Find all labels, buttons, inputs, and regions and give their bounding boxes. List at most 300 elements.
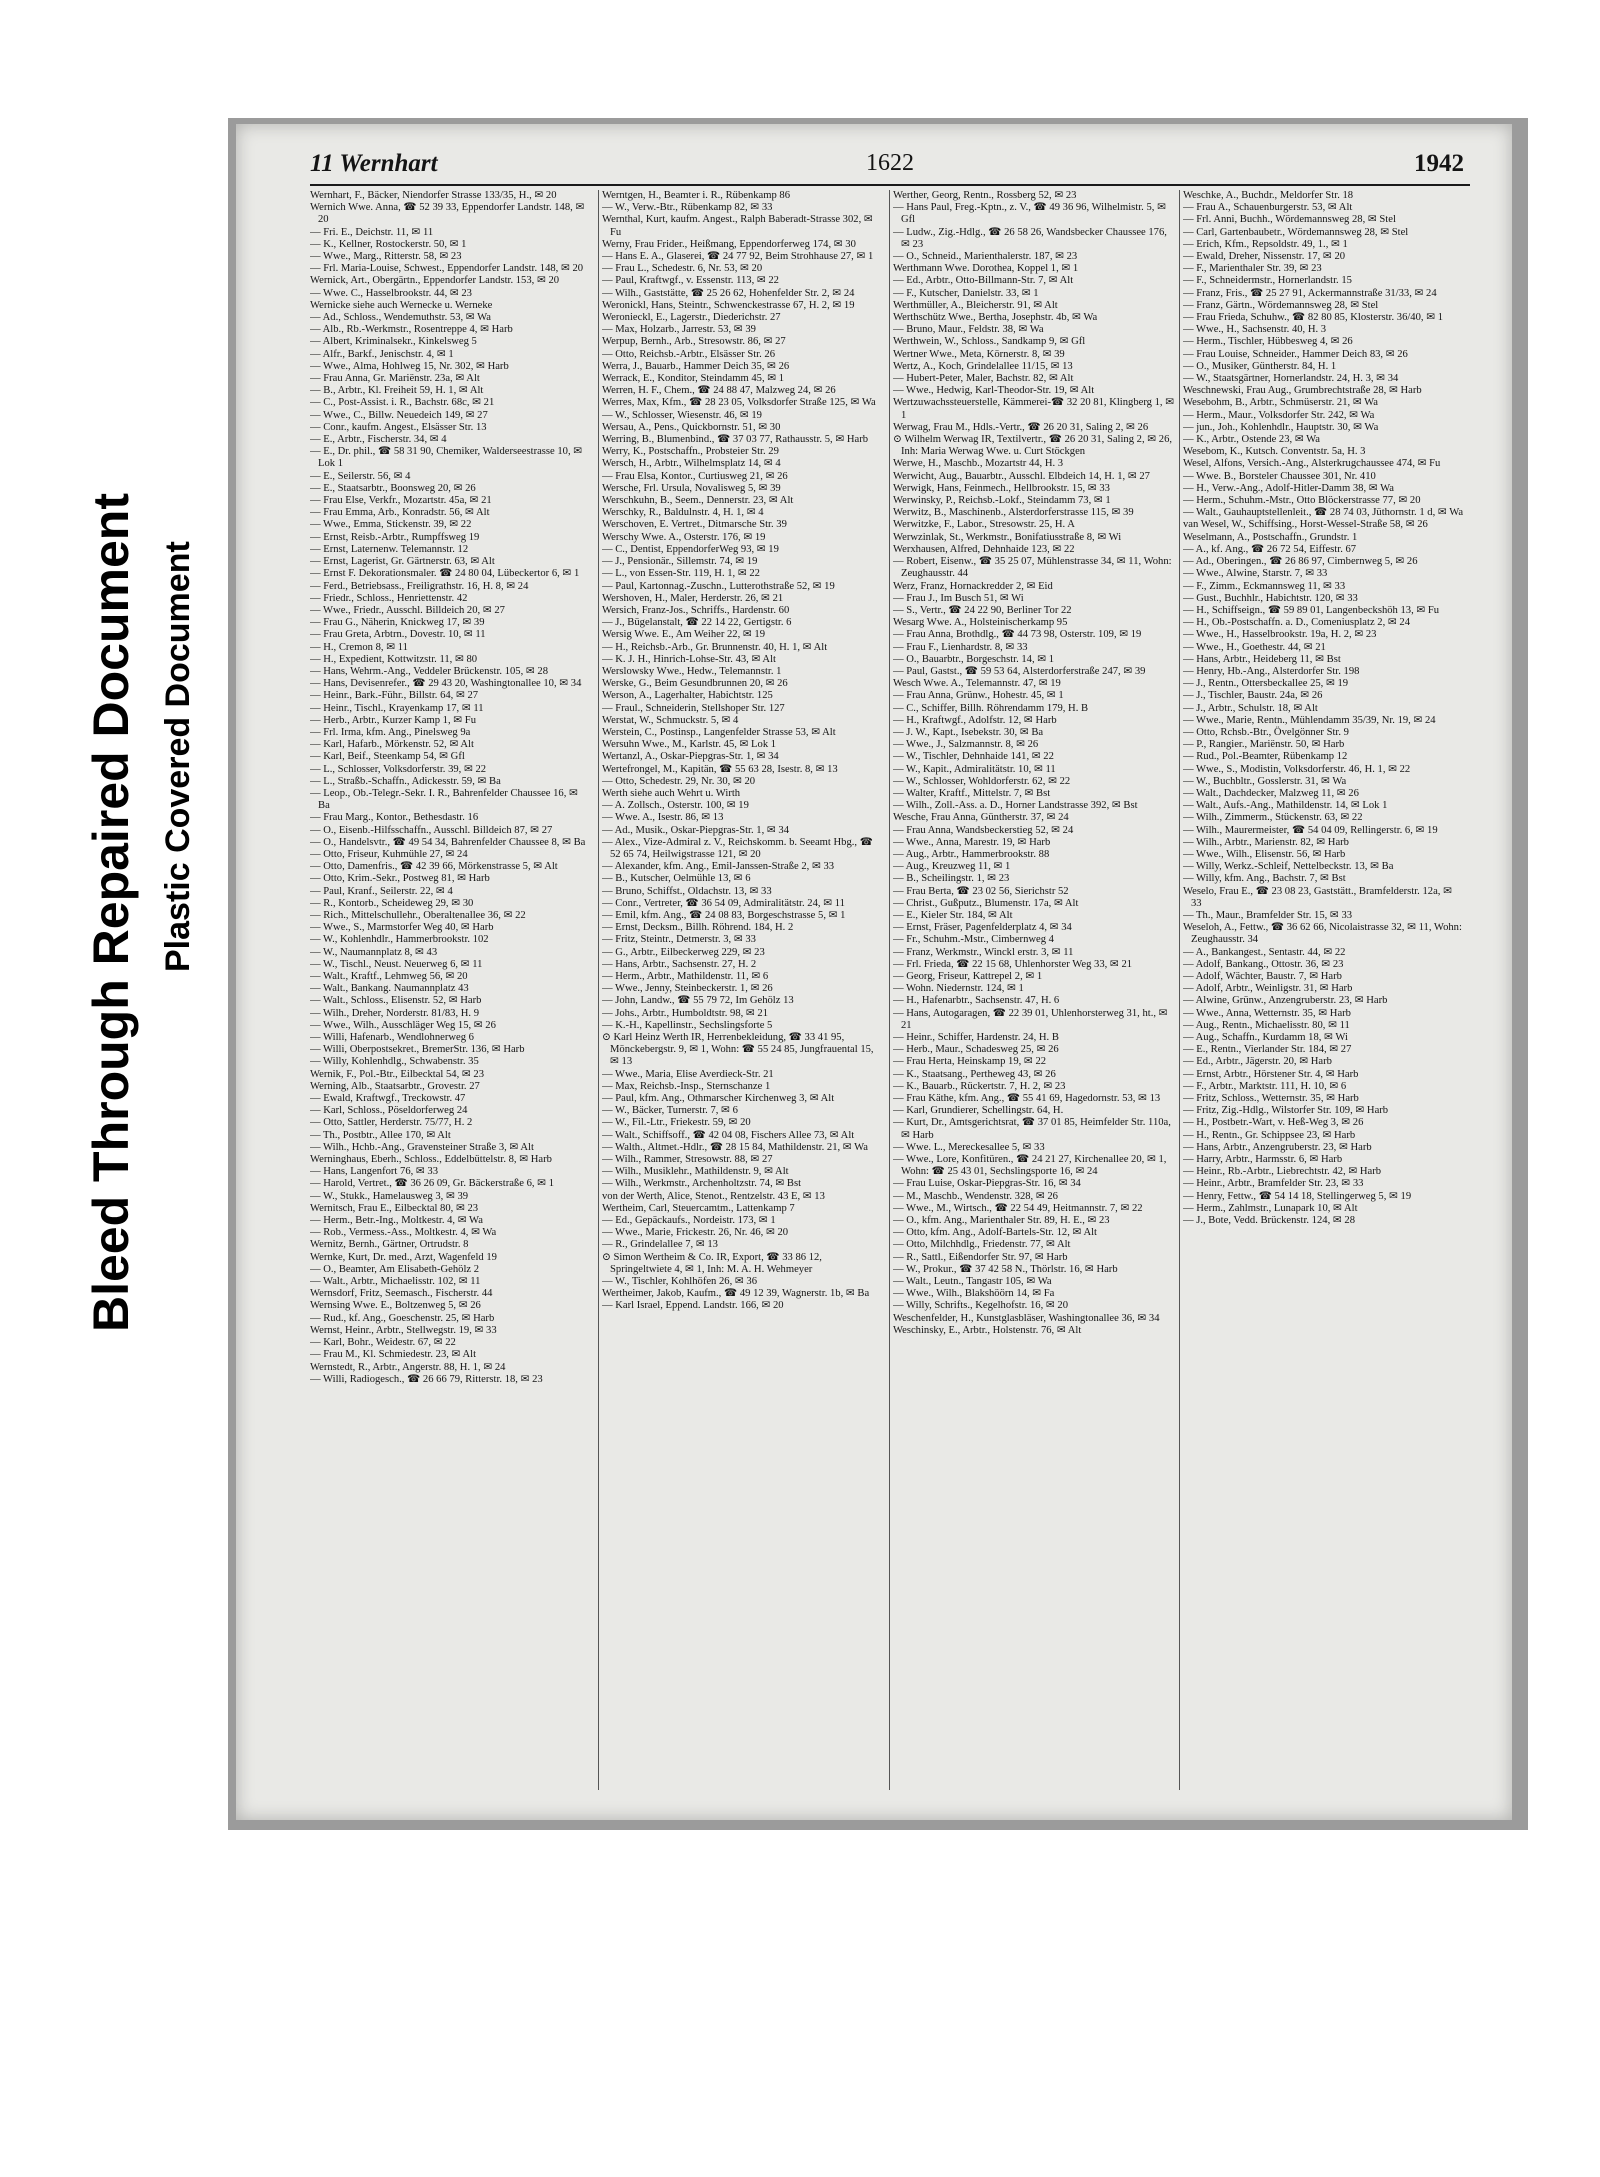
directory-entry: — J. W., Kapt., Isebekstr. 30, ✉ Ba	[893, 726, 1044, 738]
directory-entry: Werry, K., Postschaffn., Probsteier Str. 29	[602, 446, 779, 458]
directory-entry: — Albert, Kriminalsekr., Kinkelsweg 5	[310, 336, 477, 348]
directory-entry: — Herb., Maur., Schadesweg 25, ✉ 26	[893, 1044, 1059, 1056]
directory-entry: — W., Tischler, Dehnhaide 141, ✉ 22	[893, 751, 1054, 763]
directory-entry: Werschy Wwe. A., Osterstr. 176, ✉ 19	[602, 531, 766, 543]
column-divider	[1179, 190, 1180, 1790]
directory-entry: — W., Schlosser, Wohldorferstr. 62, ✉ 22	[893, 775, 1071, 787]
directory-entry: — W., Kapit., Admiralitätstr. 10, ✉ 11	[893, 763, 1056, 775]
directory-entry: — Ewald, Kraftwgf., Treckowstr. 47	[310, 1093, 466, 1105]
directory-entry: Wertzuwachssteuerstelle, Kämmerei-☎ 32 20 81, Klingberg 1, ✉ 1	[893, 397, 1175, 421]
directory-entry: — L., Straßb.-Schaffn., Adickesstr. 59, ✉ Ba	[310, 775, 501, 787]
directory-entry: ⊙ Karl Heinz Werth IR, Herrenbekleidung, ☎ 33 41 95, Mönckebergstr. 9, ✉ 1, Wohn: ☎ 55 24 85, Jungfrauental 15, ✉ 13	[602, 1032, 874, 1068]
directory-entry: Wernsdorf, Fritz, Seemasch., Fischerstr. 44	[310, 1288, 493, 1300]
page-number: 1622	[866, 150, 914, 176]
directory-entry: — Henry, Fettw., ☎ 54 14 18, Stellingerweg 5, ✉ 19	[1183, 1190, 1412, 1202]
directory-entry: Werthwein, W., Schloss., Sandkamp 9, ✉ Gfl	[893, 336, 1086, 348]
directory-entry: — Frau Greta, Arbtrn., Dovestr. 10, ✉ 11	[310, 629, 486, 641]
directory-entry: — Karl, Hafarb., Mörkenstr. 52, ✉ Alt	[310, 739, 474, 751]
directory-entry: Wernst, Heinr., Arbtr., Stellwegstr. 19, ✉ 33	[310, 1324, 497, 1336]
directory-entry: Werring, B., Blumenbind., ☎ 37 03 77, Rathausstr. 5, ✉ Harb	[602, 434, 869, 446]
directory-entry: Werny, Frau Frider., Heißmang, Eppendorferweg 174, ✉ 30	[602, 238, 856, 250]
directory-entry: — J., Rentn., Ottersbeckallee 25, ✉ 19	[1183, 678, 1349, 690]
directory-entry: — P., Rangier., Mariënstr. 50, ✉ Harb	[1183, 739, 1345, 751]
directory-entry: Werther, Georg, Rentn., Rossberg 52, ✉ 23	[893, 190, 1077, 201]
directory-entry: — Wwe., Alwine, Starstr. 7, ✉ 33	[1183, 568, 1328, 580]
directory-entry: — E., Rentn., Vierlander Str. 184, ✉ 27	[1183, 1044, 1352, 1056]
directory-entry: — Carl, Gartenbaubetr., Wördemannsweg 28, ✉ Stel	[1183, 226, 1409, 238]
directory-entry: — Karl, Schloss., Pöseldorferweg 24	[310, 1105, 468, 1117]
directory-entry: — W., Tischler, Kohlhöfen 26, ✉ 36	[602, 1276, 758, 1288]
directory-entry: — F., Arbtr., Marktstr. 111, H. 10, ✉ 6	[1183, 1080, 1347, 1092]
directory-entry: — W., Verw.-Btr., Rübenkamp 82, ✉ 33	[602, 202, 773, 214]
directory-entry: — Rob., Vermess.-Ass., Moltkestr. 4, ✉ Wa	[310, 1227, 497, 1239]
directory-entry: Wernthal, Kurt, kaufm. Angest., Ralph Baberadt-Strasse 302, ✉ Fu	[602, 214, 873, 238]
directory-entry: — Wwe., Lore, Konfitüren., ☎ 24 21 27, Kirchenallee 20, ✉ 1, Wohn: ☎ 25 43 01, Sechslingsporte 16, ✉ 24	[893, 1154, 1167, 1178]
directory-entry: Wershoven, H., Maler, Herderstr. 26, ✉ 21	[602, 592, 784, 604]
directory-entry: — Harry, Arbtr., Harmsstr. 6, ✉ Harb	[1183, 1154, 1343, 1166]
directory-entry: Werxhausen, Alfred, Dehnhaide 123, ✉ 22	[893, 543, 1075, 555]
directory-entry: — Frau Käthe, kfm. Ang., ☎ 55 41 69, Hagedornstr. 53, ✉ 13	[893, 1093, 1161, 1105]
directory-entry: Werra, J., Bauarb., Hammer Deich 35, ✉ 26	[602, 360, 790, 372]
directory-entry: — Otto, Reichsb.-Arbtr., Elsässer Str. 26	[602, 348, 776, 360]
directory-entry: — Fritz, Schloss., Wetternstr. 35, ✉ Harb	[1183, 1093, 1359, 1105]
directory-entry: — Ernst, Arbtr., Hörstener Str. 4, ✉ Harb	[1183, 1068, 1359, 1080]
directory-entry: Wertheimer, Jakob, Kaufm., ☎ 49 12 39, Wagnerstr. 1b, ✉ Ba	[602, 1288, 870, 1300]
directory-entry: — Johs., Arbtr., Humboldtstr. 98, ✉ 21	[602, 1007, 769, 1019]
directory-entry: — Frau L., Schedestr. 6, Nr. 53, ✉ 20	[602, 263, 763, 275]
directory-entry: — Franz, Werkmstr., Winckl erstr. 3, ✉ 11	[893, 946, 1074, 958]
directory-entry: — B., Kutscher, Oelmühle 13, ✉ 6	[602, 873, 751, 885]
directory-entry: Werres, Max, Kfm., ☎ 28 23 05, Volksdorfer Straße 125, ✉ Wa	[602, 397, 876, 409]
directory-entry: Wernsing Wwe. E., Boltzenweg 5, ✉ 26	[310, 1300, 481, 1312]
directory-entry: — Alwine, Grünw., Anzengruberstr. 23, ✉ Harb	[1183, 995, 1388, 1007]
directory-entry: — Wilh., Hchb.-Ang., Gravensteiner Straße 3, ✉ Alt	[310, 1141, 534, 1153]
directory-entry: — Walt., Arbtr., Michaelisstr. 102, ✉ 11	[310, 1276, 481, 1288]
directory-entry: — Wilh., Zimmerm., Stückenstr. 63, ✉ 22	[1183, 812, 1363, 824]
directory-entry: Werthmann Wwe. Dorothea, Koppel 1, ✉ 1	[893, 263, 1079, 275]
directory-entry: Wesarg Wwe. A., Holsteinischerkamp 95	[893, 617, 1068, 629]
directory-entry: — Adolf, Bankang., Ottostr. 36, ✉ 23	[1183, 958, 1344, 970]
directory-entry: — Frl. Frieda, ☎ 22 15 68, Uhlenhorster Weg 33, ✉ 21	[893, 958, 1133, 970]
directory-entry: — Wwe., Wilh., Ausschläger Weg 15, ✉ 26	[310, 1019, 496, 1031]
directory-entry: Wesebom, K., Kutsch. Conventstr. 5a, H. 3	[1183, 446, 1366, 458]
directory-entry: — Hans, Devisenrefer., ☎ 29 43 20, Washingtonallee 10, ✉ 34	[310, 678, 582, 690]
directory-entry: — Herm., Arbtr., Mathildenstr. 11, ✉ 6	[602, 971, 769, 982]
directory-entry: — Frau F., Lienhardstr. 8, ✉ 33	[893, 641, 1028, 653]
directory-entry: — K., Kellner, Rostockerstr. 50, ✉ 1	[310, 238, 467, 250]
directory-entry: — H., Reichsb.-Arb., Gr. Brunnenstr. 40, H. 1, ✉ Alt	[602, 641, 828, 653]
directory-entry: — Hans Paul, Freg.-Kptn., z. V., ☎ 49 36 96, Wilhelmistr. 5, ✉ Gfl	[893, 202, 1166, 226]
directory-entry: — W., Stukk., Hamelausweg 3, ✉ 39	[310, 1190, 469, 1202]
directory-entry: Werschoven, E. Vertret., Ditmarsche Str. 39	[602, 519, 787, 531]
directory-entry: — Robert, Eisenw., ☎ 35 25 07, Mühlenstrasse 34, ✉ 11, Wohn: Zeughausstr. 44	[893, 556, 1172, 580]
directory-entry: — Paul, Gastst., ☎ 59 53 64, Alsterdorferstraße 247, ✉ 39	[893, 665, 1146, 677]
directory-entry: — Walt., Schloss., Elisenstr. 52, ✉ Harb	[310, 995, 482, 1007]
directory-entry: Wernhart, F., Bäcker, Niendorfer Strasse 133/35, H., ✉ 20	[310, 190, 557, 201]
directory-entry: — Walt., Bankang. Naumannplatz 43	[310, 983, 469, 995]
directory-entry: — Wwe., J., Salzmannstr. 8, ✉ 26	[893, 739, 1039, 751]
directory-entry: — W., Naumannplatz 8, ✉ 43	[310, 946, 438, 958]
directory-entry: — Alexander, kfm. Ang., Emil-Janssen-Straße 2, ✉ 33	[602, 861, 835, 873]
directory-entry: — Wwe., H., Hasselbrookstr. 19a, H. 2, ✉ 23	[1183, 629, 1377, 641]
directory-column-4	[1183, 190, 1465, 1800]
directory-entry: — Ernst F. Dekorationsmaler. ☎ 24 80 04, Lübeckertor 6, ✉ 1	[310, 568, 580, 580]
directory-entry: — Wwe., Friedr., Ausschl. Billdeich 20, ✉ 27	[310, 604, 505, 616]
directory-entry: Wersau, A., Pens., Quickbornstr. 51, ✉ 30	[602, 421, 781, 433]
directory-entry: — Aug., Rentn., Michaelisstr. 80, ✉ 11	[1183, 1019, 1350, 1031]
directory-entry: — Karl, Grundierer, Schellingstr. 64, H.	[893, 1105, 1064, 1117]
directory-entry: — Herb., Arbtr., Kurzer Kamp 1, ✉ Fu	[310, 714, 476, 726]
directory-entry: — Bruno, Schiffst., Oldachstr. 13, ✉ 33	[602, 885, 772, 897]
directory-entry: Werwicht, Aug., Bauarbtr., Ausschl. Elbdeich 14, H. 1, ✉ 27	[893, 470, 1150, 482]
directory-entry: — Wwe., Hedwig, Karl-Theodor-Str. 19, ✉ Alt	[893, 385, 1095, 397]
directory-entry: — C., Dentist, EppendorferWeg 93, ✉ 19	[602, 543, 779, 555]
directory-entry: Wernitsch, Frau E., Eilbecktal 80, ✉ 23	[310, 1202, 479, 1214]
directory-entry: — Walt., Schiffsoff., ☎ 42 04 08, Fischers Allee 73, ✉ Alt	[602, 1129, 855, 1141]
directory-entry: — Wilh., Rammer, Stresowstr. 88, ✉ 27	[602, 1154, 773, 1166]
directory-entry: — A. Zollsch., Osterstr. 100, ✉ 19	[602, 800, 749, 812]
directory-entry: Werwinsky, P., Reichsb.-Lokf., Steindamm 73, ✉ 1	[893, 495, 1111, 507]
directory-entry: — W., Prokur., ☎ 37 42 58 N., Thörlstr. 16, ✉ Harb	[893, 1263, 1118, 1275]
directory-entry: — W., Fil.-Ltr., Friekestr. 59, ✉ 20	[602, 1117, 751, 1129]
directory-entry: Weronieckl, E., Lagerstr., Diederichstr. 27	[602, 312, 781, 324]
directory-entry: — Hans, Arbtr., Heideberg 11, ✉ Bst	[1183, 653, 1341, 665]
directory-entry: Werninghaus, Eberh., Schloss., Eddelbüttelstr. 8, ✉ Harb	[310, 1154, 552, 1166]
directory-entry: Wersch, H., Arbtr., Wilhelmsplatz 14, ✉ 4	[602, 458, 781, 470]
directory-entry: Werwe, H., Maschb., Mozartstr 44, H. 3	[893, 458, 1064, 470]
directory-entry: — Hans, Arbtr., Sachsenstr. 27, H. 2	[602, 958, 757, 970]
directory-entry: Wernik, F., Pol.-Btr., Eilbecktal 54, ✉ 23	[310, 1068, 485, 1080]
directory-entry: Werthmüller, A., Bleicherstr. 91, ✉ Alt	[893, 299, 1058, 311]
directory-entry: — Frau Marg., Kontor., Bethesdastr. 16	[310, 812, 479, 824]
directory-entry: — Willy, kfm. Ang., Bachstr. 7, ✉ Bst	[1183, 873, 1346, 885]
directory-entry: — John, Landw., ☎ 55 79 72, Im Gehölz 13	[602, 995, 794, 1007]
directory-entry: — Paul, Kranf., Seilerstr. 22, ✉ 4	[310, 885, 453, 897]
directory-entry: ⊙ Wilhelm Werwag IR, Textilvertr., ☎ 26 20 31, Saling 2, ✉ 26, Inh: Maria Werwag Wwe. u. Curt Stöckgen	[893, 434, 1173, 458]
directory-entry: — Ad., Musik., Oskar-Piepgras-Str. 1, ✉ 34	[602, 824, 789, 836]
directory-entry: Wernicke siehe auch Wernecke u. Werneke	[310, 299, 493, 311]
directory-entry: — Georg, Friseur, Kattrepel 2, ✉ 1	[893, 971, 1043, 982]
directory-entry: Weschke, A., Buchdr., Meldorfer Str. 18	[1183, 190, 1354, 201]
directory-entry: — Wwe., Alma, Hohlweg 15, Nr. 302, ✉ Harb	[310, 360, 509, 372]
directory-entry: Werstein, C., Postinsp., Langenfelder Strasse 53, ✉ Alt	[602, 726, 836, 738]
directory-entry: — Wwe., Maria, Elise Averdieck-Str. 21	[602, 1068, 774, 1080]
directory-entry: Werrack, E., Konditor, Steindamm 45, ✉ 1	[602, 373, 785, 385]
directory-entry: — Wwe., Marg., Ritterstr. 58, ✉ 23	[310, 251, 462, 263]
directory-entry: — R., Kontorb., Scheideweg 29, ✉ 30	[310, 897, 474, 909]
directory-entry: Werren, H. F., Chem., ☎ 24 88 47, Malzweg 24, ✉ 26	[602, 385, 836, 397]
directory-entry: — R., Grindelallee 7, ✉ 13	[602, 1239, 718, 1251]
directory-entry: von der Werth, Alice, Stenot., Rentzelstr. 43 E, ✉ 13	[602, 1190, 825, 1202]
directory-entry: — Ferd., Betriebsass., Freiligrathstr. 16, H. 8, ✉ 24	[310, 580, 529, 592]
directory-entry: — H., Schiffseign., ☎ 59 89 01, Langenbeckshöh 13, ✉ Fu	[1183, 604, 1440, 616]
directory-entry: — Frau Anna, Gr. Mariënstr. 23a, ✉ Alt	[310, 373, 480, 385]
directory-entry: — Wwe., Anna, Wetternstr. 35, ✉ Harb	[1183, 1007, 1351, 1019]
directory-entry: — Willy, Kohlenhdlg., Schwabenstr. 35	[310, 1056, 479, 1068]
directory-entry: — Walth., Altmet.-Hdlr., ☎ 28 15 84, Mathildenstr. 21, ✉ Wa	[602, 1141, 868, 1153]
directory-entry: — Wwe., Anna, Marestr. 19, ✉ Harb	[893, 836, 1051, 848]
directory-entry: — K., Arbtr., Ostende 23, ✉ Wa	[1183, 434, 1320, 446]
directory-entry: — E., Arbtr., Fischerstr. 34, ✉ 4	[310, 434, 447, 446]
directory-entry: — Max, Holzarb., Jarrestr. 53, ✉ 39	[602, 324, 756, 336]
directory-entry: — E., Kieler Str. 184, ✉ Alt	[893, 909, 1013, 921]
directory-entry: Wertheim, Carl, Steuercamtm., Lattenkamp 7	[602, 1202, 795, 1214]
directory-entry: — Alex., Vize-Admiral z. V., Reichskomm. b. Seeamt Hbg., ☎ 52 65 74, Heilwigstrasse 121, ✉ 20	[602, 836, 873, 860]
directory-entry: — Alfr., Barkf., Jenischstr. 4, ✉ 1	[310, 348, 454, 360]
directory-entry: — L., Schlosser, Volksdorferstr. 39, ✉ 22	[310, 763, 487, 775]
directory-entry: — Otto, Krim.-Sekr., Postweg 81, ✉ Harb	[310, 873, 490, 885]
directory-entry: Werning, Alb., Staatsarbtr., Grovestr. 27	[310, 1080, 480, 1092]
directory-entry: — H., Postbetr.-Wart, v. Heß-Weg 3, ✉ 26	[1183, 1117, 1364, 1129]
directory-entry: — Wilh., Musiklehr., Mathildenstr. 9, ✉ Alt	[602, 1166, 789, 1178]
directory-entry: — Frau Anna, Grünw., Hohestr. 45, ✉ 1	[893, 690, 1064, 702]
directory-entry: — Ernst, Lagerist, Gr. Gärtnerstr. 63, ✉ Alt	[310, 556, 495, 568]
directory-entry: — O., Schneid., Marienthalerstr. 187, ✉ 23	[893, 251, 1078, 263]
directory-entry: — Wilh., Zoll.-Ass. a. D., Horner Landstrasse 392, ✉ Bst	[893, 800, 1138, 812]
directory-entry: — Otto, Sattler, Herderstr. 75/77, H. 2	[310, 1117, 473, 1129]
directory-entry: Wernick, Art., Obergärtn., Eppendorfer Landstr. 153, ✉ 20	[310, 275, 560, 287]
directory-entry: — O., Bauarbtr., Borgeschstr. 14, ✉ 1	[893, 653, 1055, 665]
directory-entry: — F., Kutscher, Danielstr. 33, ✉ 1	[893, 287, 1039, 299]
directory-entry: — Frau Luise, Oskar-Piepgras-Str. 16, ✉ 34	[893, 1178, 1081, 1190]
directory-entry: — Adolf, Arbtr., Weinligstr. 31, ✉ Harb	[1183, 983, 1353, 995]
directory-entry: — B., Arbtr., Kl. Freiheit 59, H. 1, ✉ Alt	[310, 385, 484, 397]
directory-entry: — Fri. E., Deichstr. 11, ✉ 11	[310, 226, 434, 238]
directory-entry: Werwag, Frau M., Hdls.-Vertr., ☎ 26 20 31, Saling 2, ✉ 26	[893, 421, 1149, 433]
directory-entry: — Frau A., Schauenburgerstr. 53, ✉ Alt	[1183, 202, 1353, 214]
directory-entry: — Herm., Betr.-Ing., Moltkestr. 4, ✉ Wa	[310, 1215, 483, 1227]
directory-entry: Werschky, R., Baldulnstr. 4, H. 1, ✉ 4	[602, 507, 764, 519]
directory-entry: Weselo, Frau E., ☎ 23 08 23, Gaststätt., Bramfelderstr. 12a, ✉ 33	[1183, 885, 1452, 909]
page-header	[310, 150, 1470, 186]
directory-entry: — O., kfm. Ang., Marienthaler Str. 89, H. E., ✉ 23	[893, 1215, 1110, 1227]
directory-entry: — Frau Frieda, Schuhw., ☎ 82 80 85, Klosterstr. 36/40, ✉ 1	[1183, 312, 1444, 324]
directory-entry: Wesebohm, B., Arbtr., Schmüserstr. 21, ✉ Wa	[1183, 397, 1378, 409]
directory-entry: — Rich., Mittelschullehr., Oberaltenallee 36, ✉ 22	[310, 909, 526, 921]
directory-entry: — Otto, kfm. Ang., Adolf-Bartels-Str. 12, ✉ Alt	[893, 1227, 1097, 1239]
directory-entry: Werwzinlak, St., Werkmstr., Bonifatiusstraße 8, ✉ Wi	[893, 531, 1122, 543]
directory-entry: — Conr., kaufm. Angest., Elsässer Str. 13	[310, 421, 487, 433]
directory-entry: — W., Kohlenhdlr., Hammerbrookstr. 102	[310, 934, 489, 946]
directory-entry: — Henry, Hb.-Ang., Alsterdorfer Str. 198	[1183, 665, 1360, 677]
directory-entry: — Wwe., S., Marmstorfer Weg 40, ✉ Harb	[310, 922, 494, 934]
directory-entry: — Ernst, Decksm., Billh. Röhrend. 184, H. 2	[602, 922, 794, 934]
directory-entry: ⊙ Simon Wertheim & Co. IR, Export, ☎ 33 86 12, Springeltwiete 4, ✉ 1, Inh: M. A. H. Wehmeyer	[602, 1251, 822, 1275]
directory-entry: — Wwe., M., Wirtsch., ☎ 22 54 49, Heitmannstr. 7, ✉ 22	[893, 1202, 1143, 1214]
directory-entry: — W., Bäcker, Turnerstr. 7, ✉ 6	[602, 1105, 738, 1117]
directory-entry: — Wohn. Niedernstr. 124, ✉ 1	[893, 983, 1024, 995]
directory-entry: Weseloh, A., Fettw., ☎ 36 62 66, Nicolaistrasse 32, ✉ 11, Wohn: Zeughausstr. 34	[1183, 922, 1462, 946]
directory-entry: — Ed., Gepäckaufs., Nordeistr. 173, ✉ 1	[602, 1215, 776, 1227]
directory-entry: — Frl. Maria-Louise, Schwest., Eppendorfer Landstr. 148, ✉ 20	[310, 263, 584, 275]
directory-entry: — Wwe., Emma, Stickenstr. 39, ✉ 22	[310, 519, 472, 531]
directory-entry: — E., Dr. phil., ☎ 58 31 90, Chemiker, Walderseestrasse 10, ✉ Lok 1	[310, 446, 583, 470]
directory-entry: — H., Verw.-Ang., Adolf-Hitler-Damm 38, ✉ Wa	[1183, 482, 1394, 494]
directory-entry: — Walter, Kraftf., Mittelstr. 7, ✉ Bst	[893, 787, 1051, 799]
directory-entry: — Walt., Leutn., Tangastr 105, ✉ Wa	[893, 1276, 1052, 1288]
directory-entry: — W., Staatsgärtner, Hornerlandstr. 24, H. 3, ✉ 34	[1183, 373, 1399, 385]
directory-entry: — Wwe. B., Borsteler Chaussee 301, Nr. 410	[1183, 470, 1376, 482]
directory-entry: — Wwe. C., Hasselbrookstr. 44, ✉ 23	[310, 287, 472, 299]
directory-entry: — Wilh., Werkmstr., Archenholtzstr. 74, ✉ Bst	[602, 1178, 802, 1190]
directory-entry: — Heinr., Arbtr., Bramfelder Str. 23, ✉ 33	[1183, 1178, 1364, 1190]
directory-entry: — W., Schlosser, Wiesenstr. 46, ✉ 19	[602, 409, 762, 421]
directory-entry: — Alb., Rb.-Werkmstr., Rosentreppe 4, ✉ Harb	[310, 324, 513, 336]
directory-entry: — Ed., Arbtr., Otto-Billmann-Str. 7, ✉ Alt	[893, 275, 1074, 287]
directory-entry: — J., Pensionär., Sillemstr. 74, ✉ 19	[602, 556, 758, 568]
directory-entry: — H., Rentn., Gr. Schippsee 23, ✉ Harb	[1183, 1129, 1356, 1141]
directory-entry: — O., Beamter, Am Elisabeth-Gehölz 2	[310, 1263, 480, 1275]
running-head: 11 Wernhart	[310, 150, 438, 177]
directory-entry: — Ad., Oberingen., ☎ 26 86 97, Cimbernweg 5, ✉ 26	[1183, 556, 1418, 568]
directory-entry: — K., Staatsang., Pertheweg 43, ✉ 26	[893, 1068, 1056, 1080]
directory-entry: — H., Ob.-Postschaffn. a. D., Comeniusplatz 2, ✉ 24	[1183, 617, 1411, 629]
directory-entry: — Frau Herta, Heinskamp 19, ✉ 22	[893, 1056, 1047, 1068]
directory-entry: — F., Marienthaler Str. 39, ✉ 23	[1183, 263, 1322, 275]
directory-entry: — Walt., Kraftf., Lehmweg 56, ✉ 20	[310, 971, 468, 982]
directory-entry: — Herm., Tischler, Hübbesweg 4, ✉ 26	[1183, 336, 1353, 348]
directory-entry: Wersuhn Wwe., M., Karlstr. 45, ✉ Lok 1	[602, 739, 777, 751]
directory-entry: — Ernst, Reisb.-Arbtr., Rumpffsweg 19	[310, 531, 480, 543]
directory-entry: — Leop., Ob.-Telegr.-Sekr. I. R., Bahrenfelder Chaussee 16, ✉ Ba	[310, 787, 578, 812]
directory-entry: — Fritz, Steintr., Detmerstr. 3, ✉ 33	[602, 934, 756, 946]
directory-entry: — H., Cremon 8, ✉ 11	[310, 641, 408, 653]
directory-entry: Wertanzl, A., Oskar-Piepgras-Str. 1, ✉ 34	[602, 751, 779, 763]
directory-entry: Werske, G., Beim Gesundbrunnen 20, ✉ 26	[602, 678, 788, 690]
directory-entry: — Walt., Dachdecker, Malzweg 11, ✉ 26	[1183, 787, 1359, 799]
directory-entry: — Gust., Buchhlr., Habichtstr. 120, ✉ 33	[1183, 592, 1358, 604]
directory-entry: Wesch Wwe. A., Telemannstr. 47, ✉ 19	[893, 678, 1061, 690]
directory-entry: Weselmann, A., Postschaffn., Grundstr. 1	[1183, 531, 1358, 543]
directory-entry: Wersich, Franz-Jos., Schriffs., Hardenstr. 60	[602, 604, 790, 616]
directory-entry: — H., Hafenarbtr., Sachsenstr. 47, H. 6	[893, 995, 1060, 1007]
directory-entry: — Harold, Vertret., ☎ 36 26 09, Gr. Bäckerstraße 6, ✉ 1	[310, 1178, 554, 1190]
directory-entry: — Frau Emma, Arb., Konradstr. 56, ✉ Alt	[310, 507, 490, 519]
directory-entry: — Hans E. A., Glaserei, ☎ 24 77 92, Beim Strohhause 27, ✉ 1	[602, 251, 874, 263]
directory-entry: — Paul, Kartonnag.-Zuschn., Lutterothstraße 52, ✉ 19	[602, 580, 835, 592]
directory-entry: — Frau Anna, Brothdlg., ☎ 44 73 98, Osterstr. 109, ✉ 19	[893, 629, 1142, 641]
directory-entry: — Aug., Kreuzweg 11, ✉ 1	[893, 861, 1011, 873]
directory-entry: Werslowsky Wwe., Hedw., Telemannstr. 1	[602, 665, 782, 677]
directory-entry: — Erich, Kfm., Repsoldstr. 49, 1., ✉ 1	[1183, 238, 1348, 250]
directory-entry: — Wwe., H., Goethestr. 44, ✉ 21	[1183, 641, 1326, 653]
directory-entry: Wernke, Kurt, Dr. med., Arzt, Wagenfeld 19	[310, 1251, 497, 1263]
directory-entry: — J., Bügelanstalt, ☎ 22 14 22, Gertigstr. 6	[602, 617, 792, 629]
directory-entry: — Ludw., Zig.-Hdlg., ☎ 26 58 26, Wandsbecker Chaussee 176, ✉ 23	[893, 226, 1167, 250]
directory-entry: — Heinr., Schiffer, Hardenstr. 24, H. B	[893, 1032, 1059, 1044]
directory-entry: — G., Arbtr., Eilbeckerweg 229, ✉ 23	[602, 946, 765, 958]
directory-entry: — Kurt, Dr., Amtsgerichtsrat, ☎ 37 01 85, Heimfelder Str. 110a, ✉ Harb	[893, 1117, 1171, 1141]
directory-entry: — Karl, Bohr., Weidestr. 67, ✉ 22	[310, 1337, 456, 1349]
directory-entry: — Willi, Radiogesch., ☎ 26 66 79, Ritterstr. 18, ✉ 23	[310, 1373, 543, 1385]
directory-entry: Werstat, W., Schmuckstr. 5, ✉ 4	[602, 714, 739, 726]
directory-entry: — Th., Postbtr., Allee 170, ✉ Alt	[310, 1129, 451, 1141]
directory-entry: Weronickl, Hans, Steintr., Schwenckestrasse 67, H. 2, ✉ 19	[602, 299, 855, 311]
directory-entry: — Hans, Wehrm.-Ang., Veddeler Brückenstr. 105, ✉ 28	[310, 665, 549, 677]
directory-entry: — Wilh., Arbtr., Marienstr. 82, ✉ Harb	[1183, 836, 1349, 848]
directory-entry: van Wesel, W., Schiffsing., Horst-Wessel-Straße 58, ✉ 26	[1183, 519, 1428, 531]
directory-entry: — Franz, Gärtn., Wördemannsweg 28, ✉ Stel	[1183, 299, 1379, 311]
directory-entry: — Willy, Schrifts., Kegelhofstr. 16, ✉ 20	[893, 1300, 1068, 1312]
directory-entry: — Wilh., Dreher, Norderstr. 81/83, H. 9	[310, 1007, 480, 1019]
bleed-through-label: Bleed Through Repaired Document	[83, 493, 139, 1332]
directory-entry: Werwitz, B., Maschinenb., Alsterdorferstrasse 115, ✉ 39	[893, 507, 1134, 519]
directory-entry: — C., Post-Assist. i. R., Bachstr. 68c, ✉ 21	[310, 397, 495, 409]
directory-entry: — Wilh., Gaststätte, ☎ 25 26 62, Hohenfelder Str. 2, ✉ 24	[602, 287, 855, 299]
directory-entry: — Frl. Anni, Buchh., Wördemannsweg 28, ✉ Stel	[1183, 214, 1396, 226]
directory-entry: — J., Tischler, Baustr. 24a, ✉ 26	[1183, 690, 1323, 702]
directory-entry: — Herm., Maur., Volksdorfer Str. 242, ✉ Wa	[1183, 409, 1375, 421]
directory-entry: — Wilh., Maurermeister, ☎ 54 04 09, Rellingerstr. 6, ✉ 19	[1183, 824, 1438, 836]
directory-entry: — W., Tischl., Neust. Neuerweg 6, ✉ 11	[310, 958, 483, 970]
directory-entry: — C., Schiffer, Billh. Röhrendamm 179, H. B	[893, 702, 1089, 714]
directory-entry: — W., Buchbltr., Gosslerstr. 31, ✉ Wa	[1183, 775, 1347, 787]
directory-entry: Wesel, Alfons, Versich.-Ang., Alsterkrugchaussee 474, ✉ Fu	[1183, 458, 1441, 470]
directory-entry: Weschenfelder, H., Kunstglasbläser, Washingtonallee 36, ✉ 34	[893, 1312, 1160, 1324]
directory-entry: — K., Bauarb., Rückertstr. 7, H. 2, ✉ 23	[893, 1080, 1066, 1092]
directory-entry: — Wwe. L., Mereckesallee 5, ✉ 33	[893, 1141, 1045, 1153]
directory-entry: — O., Eisenb.-Hilfsschaffn., Ausschl. Billdeich 87, ✉ 27	[310, 824, 553, 836]
directory-entry: — Emil, kfm. Ang., ☎ 24 08 83, Borgeschstrasse 5, ✉ 1	[602, 909, 846, 921]
directory-entry: — Frau J., Im Busch 51, ✉ Wi	[893, 592, 1024, 604]
directory-column-3	[893, 190, 1175, 1800]
directory-entry: — Otto, Schedestr. 29, Nr. 30, ✉ 20	[602, 775, 756, 787]
directory-entry: — Frau G., Näherin, Knickweg 17, ✉ 39	[310, 617, 485, 629]
directory-entry: — Hans, Arbtr., Anzengruberstr. 23, ✉ Harb	[1183, 1141, 1372, 1153]
directory-entry: — Hubert-Peter, Maler, Bachstr. 82, ✉ Alt	[893, 373, 1074, 385]
directory-entry: — Franz, Fris., ☎ 25 27 91, Ackermannstraße 31/33, ✉ 24	[1183, 287, 1437, 299]
directory-entry: Wersig Wwe. E., Am Weiher 22, ✉ 19	[602, 629, 766, 641]
directory-entry: — Frau M., Kl. Schmiedestr. 23, ✉ Alt	[310, 1349, 477, 1361]
directory-entry: — K. J. H., Hinrich-Lohse-Str. 43, ✉ Alt	[602, 653, 776, 665]
directory-entry: — Hans, Langenfort 76, ✉ 33	[310, 1166, 439, 1178]
directory-entry: — R., Sattl., Eißendorfer Str. 97, ✉ Harb	[893, 1251, 1068, 1263]
column-divider	[598, 190, 599, 1790]
directory-entry: — Otto, Rchsb.-Btr., Övelgönner Str. 9	[1183, 726, 1349, 738]
directory-entry: — Otto, Damenfris., ☎ 42 39 66, Mörkenstrasse 5, ✉ Alt	[310, 861, 558, 873]
directory-entry: — Ad., Schloss., Wendemuthstr. 53, ✉ Wa	[310, 312, 491, 324]
directory-entry: — Max, Reichsb.-Insp., Sternschanze 1	[602, 1080, 771, 1092]
directory-entry: — Otto, Milchhdlg., Friedenstr. 77, ✉ Alt	[893, 1239, 1071, 1251]
directory-entry: — Ewald, Dreher, Nissenstr. 17, ✉ 20	[1183, 251, 1346, 263]
directory-entry: Wernitz, Bernh., Gärtner, Ortrudstr. 8	[310, 1239, 469, 1251]
directory-entry: — Wwe., S., Modistin, Volksdorferstr. 46, H. 1, ✉ 22	[1183, 763, 1411, 775]
directory-entry: — Ed., Arbtr., Jägerstr. 20, ✉ Harb	[1183, 1056, 1332, 1068]
directory-entry: — Karl Israel, Eppend. Landstr. 166, ✉ 20	[602, 1300, 784, 1312]
directory-entry: — Christ., Gußputz., Blumenstr. 17a, ✉ Alt	[893, 897, 1079, 909]
column-divider	[889, 190, 890, 1790]
directory-entry: Werth siehe auch Wehrt u. Wirth	[602, 787, 741, 799]
directory-entry: — jun., Joh., Kohlenhdlr., Hauptstr. 30, ✉ Wa	[1183, 421, 1379, 433]
directory-entry: — Karl, Beif., Steenkamp 54, ✉ Gfl	[310, 751, 465, 763]
directory-entry: — K.-H., Kapellinstr., Sechslingsforte 5	[602, 1019, 773, 1031]
directory-entry: — Paul, kfm. Ang., Othmarscher Kirchenweg 3, ✉ Alt	[602, 1093, 835, 1105]
directory-entry: — Fraul., Schneiderin, Stellshoper Str. 127	[602, 702, 785, 714]
directory-entry: Werschkuhn, B., Seem., Dennerstr. 23, ✉ Alt	[602, 495, 794, 507]
directory-entry: Wernstedt, R., Arbtr., Angerstr. 88, H. 1, ✉ 24	[310, 1361, 506, 1373]
directory-entry: — Wwe., Marie, Frickestr. 26, Nr. 46, ✉ 20	[602, 1227, 789, 1239]
directory-entry: — Otto, Friseur, Kuhmühle 27, ✉ 24	[310, 848, 468, 860]
directory-entry: — Willi, Oberpostsekret., BremerStr. 136, ✉ Harb	[310, 1044, 525, 1056]
directory-entry: Wertz, A., Koch, Grindelallee 11/15, ✉ 13	[893, 360, 1073, 372]
directory-entry: — Rud., Pol.-Beamter, Rübenkamp 12	[1183, 751, 1348, 763]
plastic-covered-label: Plastic Covered Document	[159, 541, 197, 972]
directory-entry: Wernich Wwe. Anna, ☎ 52 39 33, Eppendorfer Landstr. 148, ✉ 20	[310, 202, 585, 226]
directory-entry: — H., Kraftwgf., Adolfstr. 12, ✉ Harb	[893, 714, 1057, 726]
directory-entry: — Wwe., Jenny, Steinbeckerstr. 1, ✉ 26	[602, 983, 773, 995]
directory-entry: — Frau Elsa, Kontor., Curtiusweg 21, ✉ 26	[602, 470, 788, 482]
directory-entry: — Wwe., Wilh., Blakshöörn 14, ✉ Fa	[893, 1288, 1055, 1300]
